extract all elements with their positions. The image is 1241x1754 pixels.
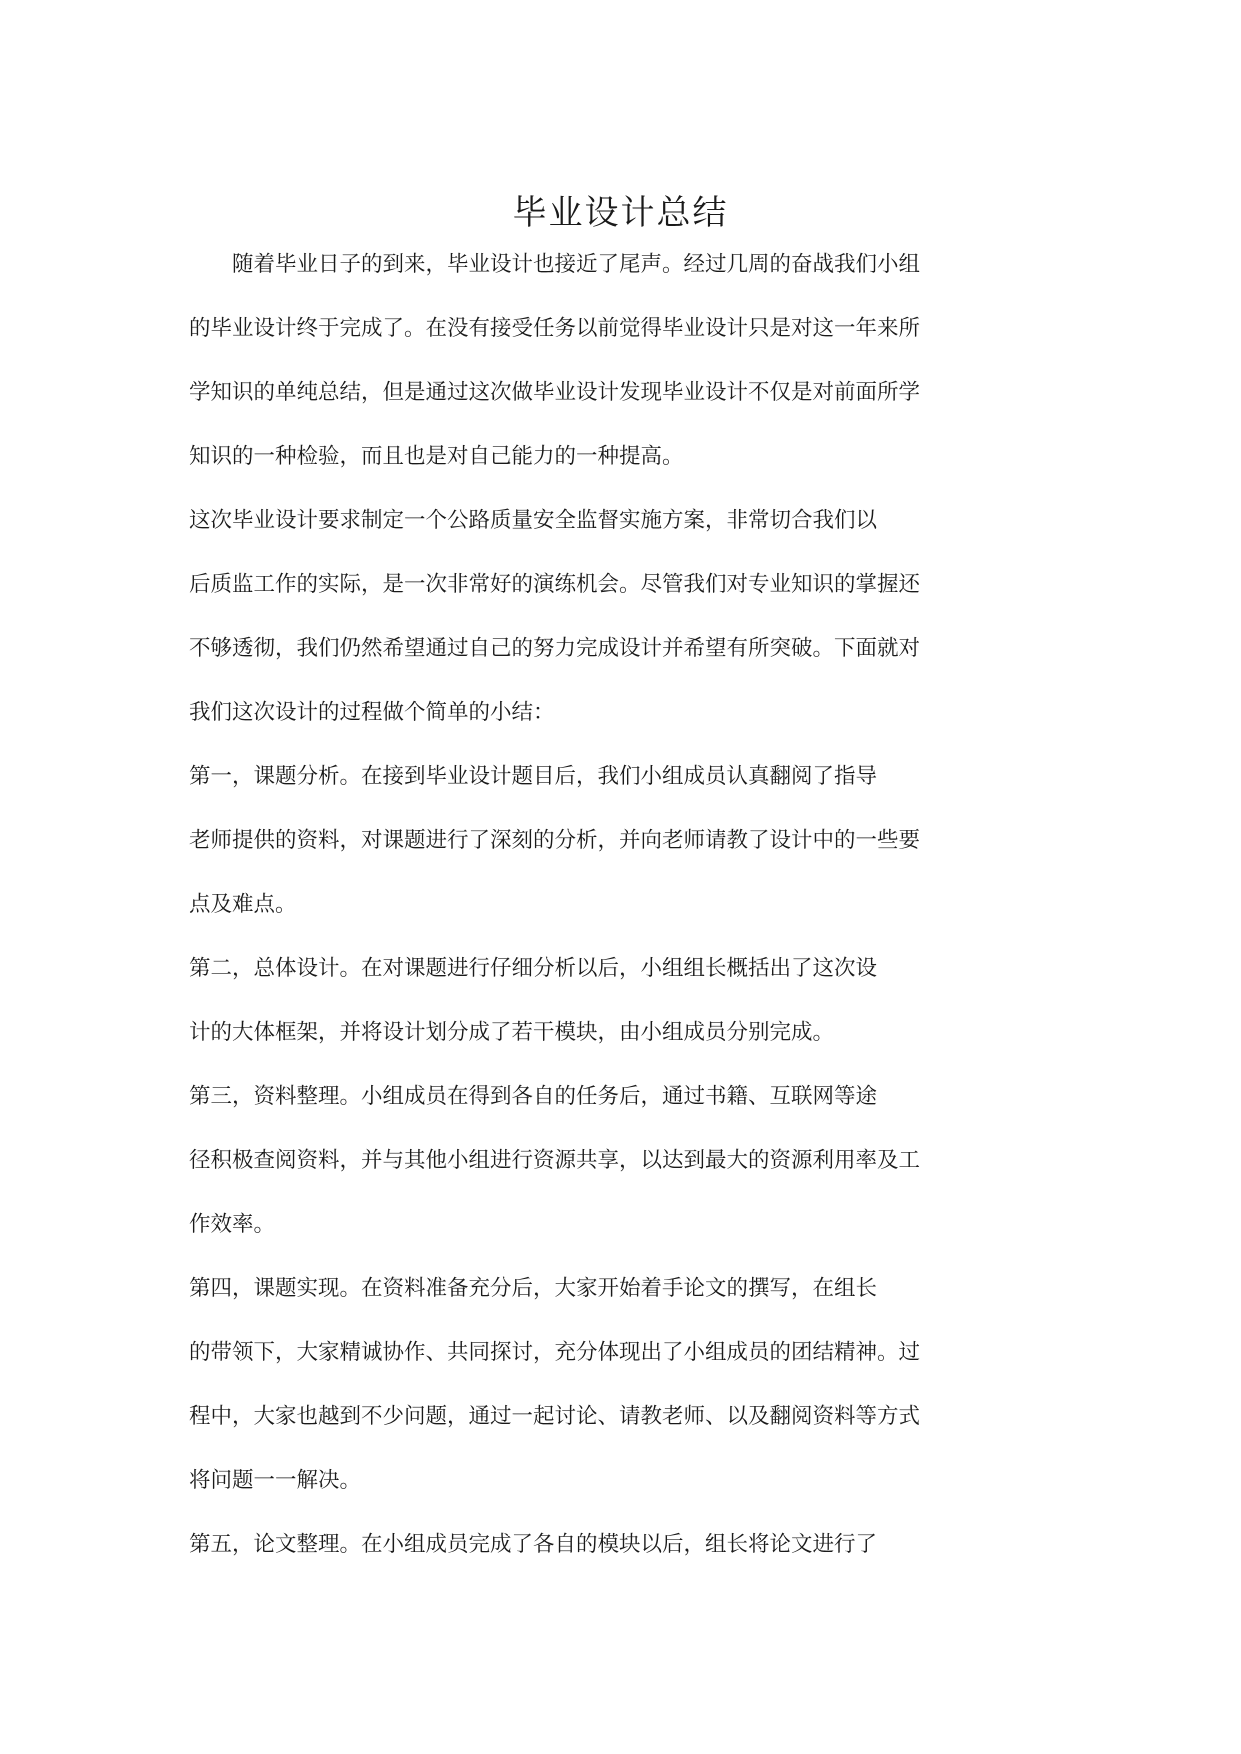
text-line: 径积极查阅资料，并与其他小组进行资源共享，以达到最大的资源利用率及工 <box>189 1148 921 1173</box>
text-line: 计的大体框架，并将设计划分成了若干模块，由小组成员分别完成。 <box>189 1020 835 1045</box>
text-line: 第二，总体设计。在对课题进行仔细分析以后，小组组长概括出了这次设 <box>189 956 878 981</box>
text-line: 程中，大家也越到不少问题，通过一起讨论、请教老师、以及翻阅资料等方式 <box>189 1404 921 1429</box>
text-line: 不够透彻，我们仍然希望通过自己的努力完成设计并希望有所突破。下面就对 <box>189 636 921 661</box>
text-line: 后质监工作的实际，是一次非常好的演练机会。尽管我们对专业知识的掌握还 <box>189 572 921 597</box>
text-line: 学知识的单纯总结，但是通过这次做毕业设计发现毕业设计不仅是对前面所学 <box>189 380 921 405</box>
text-line: 第三，资料整理。小组成员在得到各自的任务后，通过书籍、互联网等途 <box>189 1084 878 1109</box>
text-line: 随着毕业日子的到来，毕业设计也接近了尾声。经过几周的奋战我们小组 <box>232 252 921 277</box>
text-line: 知识的一种检验，而且也是对自己能力的一种提高。 <box>189 444 684 469</box>
text-line: 的带领下，大家精诚协作、共同探讨，充分体现出了小组成员的团结精神。过 <box>189 1340 921 1365</box>
text-line: 第四，课题实现。在资料准备充分后，大家开始着手论文的撰写，在组长 <box>189 1276 878 1301</box>
document-title: 毕业设计总结 <box>512 193 729 233</box>
document-body <box>189 245 949 1589</box>
text-line: 老师提供的资料，对课题进行了深刻的分析，并向老师请教了设计中的一些要 <box>189 828 921 853</box>
text-line: 第五，论文整理。在小组成员完成了各自的模块以后，组长将论文进行了 <box>189 1532 878 1557</box>
text-line: 点及难点。 <box>189 892 297 917</box>
text-line: 的毕业设计终于完成了。在没有接受任务以前觉得毕业设计只是对这一年来所 <box>189 316 921 341</box>
text-line: 我们这次设计的过程做个简单的小结： <box>189 700 555 725</box>
text-line: 将问题一一解决。 <box>189 1468 362 1493</box>
text-line: 这次毕业设计要求制定一个公路质量安全监督实施方案，非常切合我们以 <box>189 508 878 533</box>
text-line: 作效率。 <box>189 1212 276 1237</box>
text-line: 第一，课题分析。在接到毕业设计题目后，我们小组成员认真翻阅了指导 <box>189 764 878 789</box>
